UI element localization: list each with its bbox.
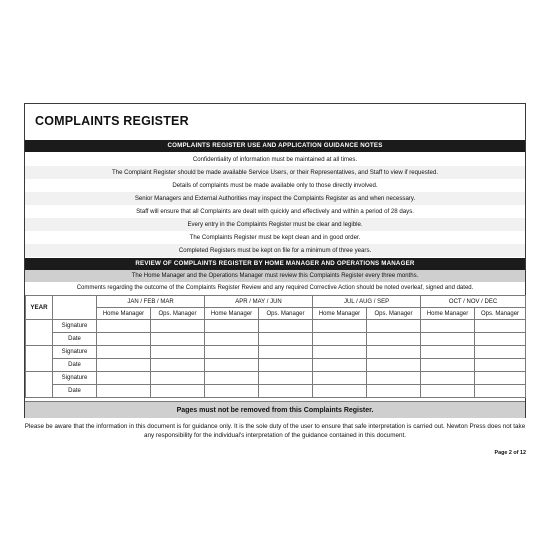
signature-cell[interactable] — [205, 372, 259, 385]
date-cell[interactable] — [259, 359, 313, 372]
guidance-line: Every entry in the Complaints Register must be clear and legible. — [25, 218, 525, 231]
date-cell[interactable] — [421, 359, 475, 372]
review-header: REVIEW OF COMPLAINTS REGISTER BY HOME MANAGER AND OPERATIONS MANAGER — [25, 258, 525, 270]
date-cell[interactable] — [205, 359, 259, 372]
date-cell[interactable] — [475, 333, 526, 346]
signature-cell[interactable] — [475, 372, 526, 385]
page-number: Page 2 of 12 — [494, 450, 526, 456]
signature-cell[interactable] — [97, 320, 151, 333]
signature-cell[interactable] — [313, 320, 367, 333]
register-page — [24, 103, 526, 418]
home-manager-header: Home Manager — [97, 308, 151, 320]
date-label: Date — [53, 333, 97, 346]
date-cell[interactable] — [97, 359, 151, 372]
quarter-header: OCT / NOV / DEC — [421, 296, 526, 308]
signature-cell[interactable] — [367, 320, 421, 333]
date-cell[interactable] — [475, 385, 526, 398]
guidance-line: The Complaint Register should be made available Service Users, or their Representatives, and Staff to view if requested. — [25, 166, 525, 179]
date-cell[interactable] — [313, 333, 367, 346]
year-cell[interactable] — [26, 372, 53, 398]
date-cell[interactable] — [97, 333, 151, 346]
year-cell[interactable] — [26, 320, 53, 346]
signature-cell[interactable] — [151, 372, 205, 385]
date-cell[interactable] — [259, 385, 313, 398]
row-label-header — [53, 296, 97, 320]
signature-cell[interactable] — [475, 320, 526, 333]
date-cell[interactable] — [313, 359, 367, 372]
date-cell[interactable] — [313, 385, 367, 398]
home-manager-header: Home Manager — [205, 308, 259, 320]
signature-label: Signature — [53, 372, 97, 385]
signature-label: Signature — [53, 320, 97, 333]
signature-cell[interactable] — [151, 320, 205, 333]
signature-cell[interactable] — [259, 346, 313, 359]
guidance-line: Confidentiality of information must be maintained at all times. — [192, 156, 358, 163]
signature-cell[interactable] — [367, 372, 421, 385]
signature-cell[interactable] — [475, 346, 526, 359]
signature-cell[interactable] — [259, 372, 313, 385]
date-cell[interactable] — [421, 333, 475, 346]
date-cell[interactable] — [367, 359, 421, 372]
quarter-header: JAN / FEB / MAR — [97, 296, 205, 308]
review-line: Comments regarding the outcome of the Complaints Register Review and any required Corrective Action should be noted overleaf, signed and dated. — [76, 285, 474, 291]
signature-cell[interactable] — [313, 372, 367, 385]
signature-cell[interactable] — [313, 346, 367, 359]
guidance-line: The Complaints Register must be kept clean and in good order. — [189, 234, 361, 241]
date-label: Date — [53, 385, 97, 398]
signature-cell[interactable] — [97, 372, 151, 385]
date-cell[interactable] — [205, 333, 259, 346]
guidance-line: Details of complaints must be made available only to those directly involved. — [172, 182, 378, 189]
date-cell[interactable] — [205, 385, 259, 398]
date-cell[interactable] — [367, 333, 421, 346]
date-cell[interactable] — [151, 359, 205, 372]
signature-cell[interactable] — [421, 320, 475, 333]
signature-label: Signature — [53, 346, 97, 359]
date-cell[interactable] — [367, 385, 421, 398]
signature-cell[interactable] — [259, 320, 313, 333]
guidance-line: Senior Managers and External Authorities may inspect the Complaints Register as and when necessary. — [25, 192, 525, 205]
ops-manager-header: Ops. Manager — [151, 308, 205, 320]
disclaimer: Please be aware that the information in this document is for guidance only. It is the sole duty of the user to ensure that safe interpretation is carried out. Newton Press does not take any responsibility for the individual's interpretation of the guidance contained in this document. — [24, 423, 526, 439]
page-title: COMPLAINTS REGISTER — [35, 114, 189, 128]
footer-notice: Pages must not be removed from this Complaints Register. — [25, 401, 525, 418]
review-signature-table — [25, 295, 526, 398]
date-cell[interactable] — [421, 385, 475, 398]
date-cell[interactable] — [259, 333, 313, 346]
date-cell[interactable] — [97, 385, 151, 398]
signature-cell[interactable] — [205, 320, 259, 333]
quarter-header: JUL / AUG / SEP — [313, 296, 421, 308]
home-manager-header: Home Manager — [421, 308, 475, 320]
signature-cell[interactable] — [151, 346, 205, 359]
signature-cell[interactable] — [367, 346, 421, 359]
quarter-header: APR / MAY / JUN — [205, 296, 313, 308]
signature-cell[interactable] — [421, 372, 475, 385]
guidance-line: Completed Registers must be kept on file for a minimum of three years. — [25, 244, 525, 257]
date-cell[interactable] — [151, 333, 205, 346]
year-header: YEAR — [26, 296, 53, 320]
date-cell[interactable] — [151, 385, 205, 398]
review-line: The Home Manager and the Operations Manager must review this Complaints Register every three months. — [25, 270, 525, 282]
signature-cell[interactable] — [421, 346, 475, 359]
guidance-line: Staff will ensure that all Complaints are dealt with quickly and effectively and within a period of 28 days. — [136, 208, 414, 215]
date-cell[interactable] — [475, 359, 526, 372]
signature-cell[interactable] — [205, 346, 259, 359]
ops-manager-header: Ops. Manager — [475, 308, 526, 320]
ops-manager-header: Ops. Manager — [259, 308, 313, 320]
home-manager-header: Home Manager — [313, 308, 367, 320]
year-cell[interactable] — [26, 346, 53, 372]
signature-cell[interactable] — [97, 346, 151, 359]
guidance-header: COMPLAINTS REGISTER USE AND APPLICATION GUIDANCE NOTES — [25, 140, 525, 152]
ops-manager-header: Ops. Manager — [367, 308, 421, 320]
date-label: Date — [53, 359, 97, 372]
